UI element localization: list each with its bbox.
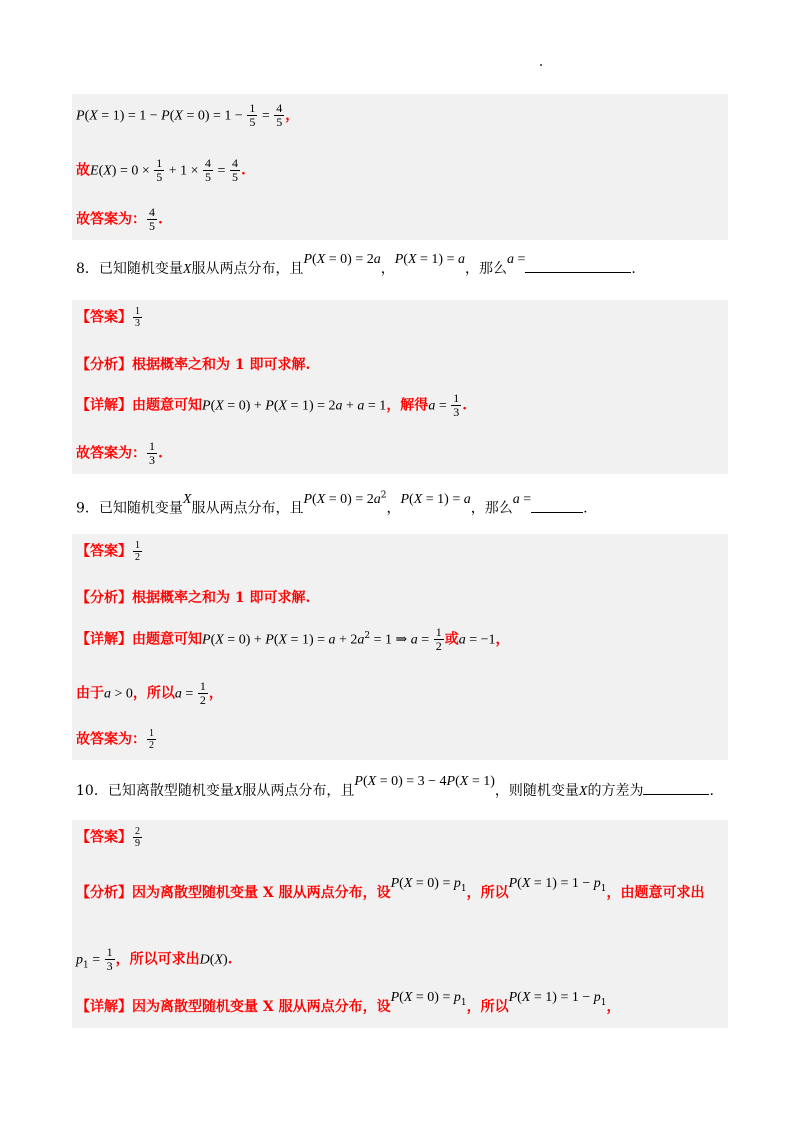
header-dot	[540, 64, 542, 66]
answer-10: 【答案】 $\frac{2}{9}$	[76, 826, 140, 849]
detail-8: 【详解】由题意可知P(X = 0) + P(X = 1) = 2a + a = 1，解得a = $\frac{1}{3}$ .	[76, 391, 468, 419]
solution-block-8	[72, 300, 728, 474]
analysis-10-cont: $p_1$ = $\frac{1}{3}$ ，所以可求出D(X).	[76, 945, 233, 973]
final-8: 故答案为： $\frac{1}{3}$ .	[76, 439, 163, 467]
answer-blank	[643, 794, 709, 795]
answer-blank	[525, 272, 631, 273]
since-9: 由于a > 0，所以a = $\frac{1}{2}$ ，	[76, 679, 223, 707]
math-p-x1: P	[76, 108, 85, 124]
question-8: 8．已知随机变量X服从两点分布，且P(X = 0) = 2a，P(X = 1) = a，那么a =.	[76, 252, 636, 277]
answer-line-7: 故答案为： $\frac{4}{5}$ .	[76, 205, 163, 233]
analysis-10: 【分析】因为离散型随机变量 X 服从两点分布，设$P(X = 0) = p_1$，所以$P(X = 1) = 1 - p_1$，由题意可求出	[76, 876, 705, 901]
answer-8: 【答案】 $\frac{1}{3}$	[76, 306, 140, 329]
fraction: $\frac{4}{5}$	[276, 101, 283, 129]
answer-blank	[531, 512, 583, 513]
prob-line: P(X = 1) = 1 − P(X = 0) = 1 − $\frac{1}{5}$ = $\frac{4}{5}$ ，	[76, 101, 300, 129]
math-e: E	[90, 163, 99, 179]
expectation-line: 故E(X) = 0 × $\frac{1}{5}$ + 1 × $\frac{4}{5}$ = $\frac{4}{5}$ .	[76, 156, 246, 184]
analysis-8: 【分析】根据概率之和为 1 即可求解.	[76, 357, 311, 373]
analysis-9: 【分析】根据概率之和为 1 即可求解.	[76, 590, 311, 606]
final-9: 故答案为： $\frac{1}{2}$	[76, 728, 154, 751]
answer-9: 【答案】 $\frac{1}{2}$	[76, 540, 140, 563]
question-10: 10．已知离散型随机变量X服从两点分布，且P(X = 0) = 3 − 4P(X = 1)，则随机变量X的方差为 .	[76, 774, 714, 799]
fraction: $\frac{1}{5}$	[249, 101, 256, 129]
detail-10: 【详解】因为离散型随机变量 X 服从两点分布，设$P(X = 0) = p_1$，所以$P(X = 1) = 1 - p_1$，	[76, 990, 621, 1015]
question-9: 9．已知随机变量X服从两点分布，且$P(X = 0) = 2a^2$，P(X = 1) = a，那么a =.	[76, 490, 588, 517]
detail-9: 【详解】由题意可知$P(X = 0) + P(X = 1) = a + 2a^2 = 1$ ⇒ a = $\frac{1}{2}$ 或a = −1，	[76, 625, 510, 653]
